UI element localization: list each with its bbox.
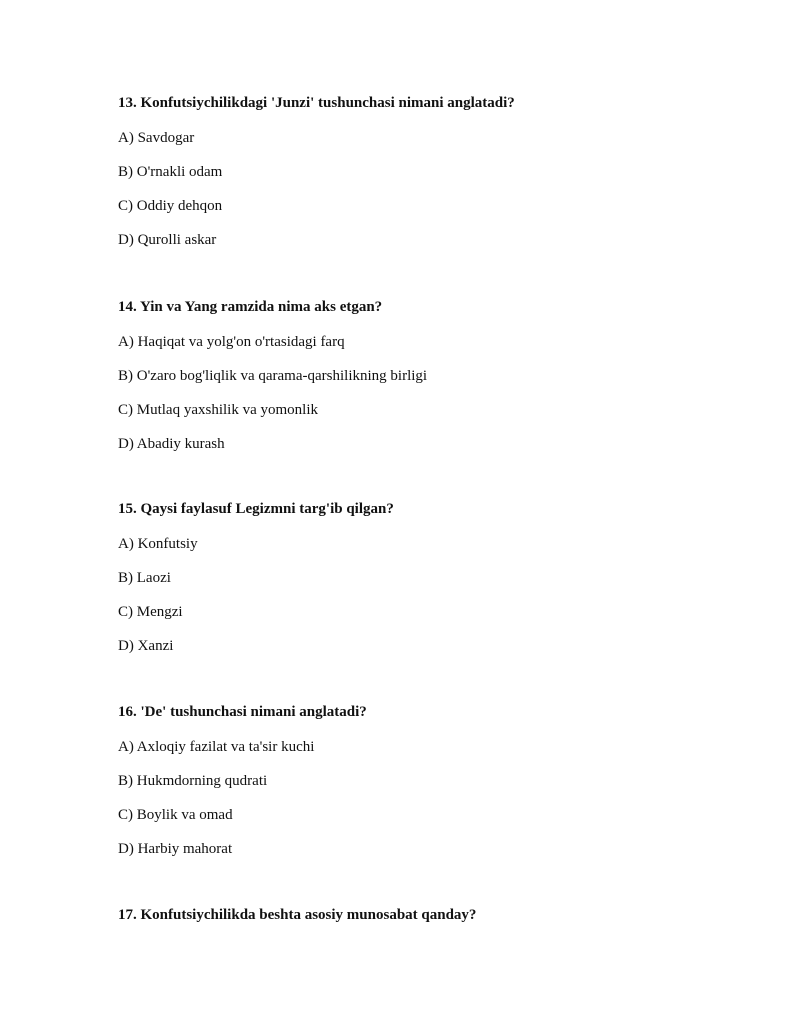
option-a: A) Savdogar [118,130,195,146]
question-title: 16. 'De' tushunchasi nimani anglatadi? [118,704,367,720]
option-d: D) Abadiy kurash [118,436,225,452]
option-c: C) Oddiy dehqon [118,198,223,214]
option-c: C) Mutlaq yaxshilik va yomonlik [118,402,318,418]
option-a: A) Konfutsiy [118,536,198,552]
option-b: B) O'zaro bog'liqlik va qarama-qarshilikning birligi [118,368,428,384]
option-c: C) Mengzi [118,604,183,620]
option-a: A) Haqiqat va yolg'on o'rtasidagi farq [118,334,345,350]
question-16 [118,703,718,857]
option-b: B) Hukmdorning qudrati [118,773,268,789]
question-title: 13. Konfutsiychilikdagi 'Junzi' tushunchasi nimani anglatadi? [118,95,515,111]
option-d: D) Harbiy mahorat [118,841,233,857]
option-b: B) O'rnakli odam [118,164,223,180]
question-15 [118,500,718,654]
question-13 [118,94,718,248]
option-a: A) Axloqiy fazilat va ta'sir kuchi [118,739,315,755]
question-title: 14. Yin va Yang ramzida nima aks etgan? [118,299,383,315]
option-d: D) Xanzi [118,638,174,654]
option-d: D) Qurolli askar [118,232,217,248]
question-title: 17. Konfutsiychilikda beshta asosiy munosabat qanday? [118,907,477,923]
option-b: B) Laozi [118,570,171,586]
question-17 [118,906,718,924]
question-14 [118,298,718,452]
question-title: 15. Qaysi faylasuf Legizmni targ'ib qilgan? [118,501,394,517]
option-c: C) Boylik va omad [118,807,233,823]
